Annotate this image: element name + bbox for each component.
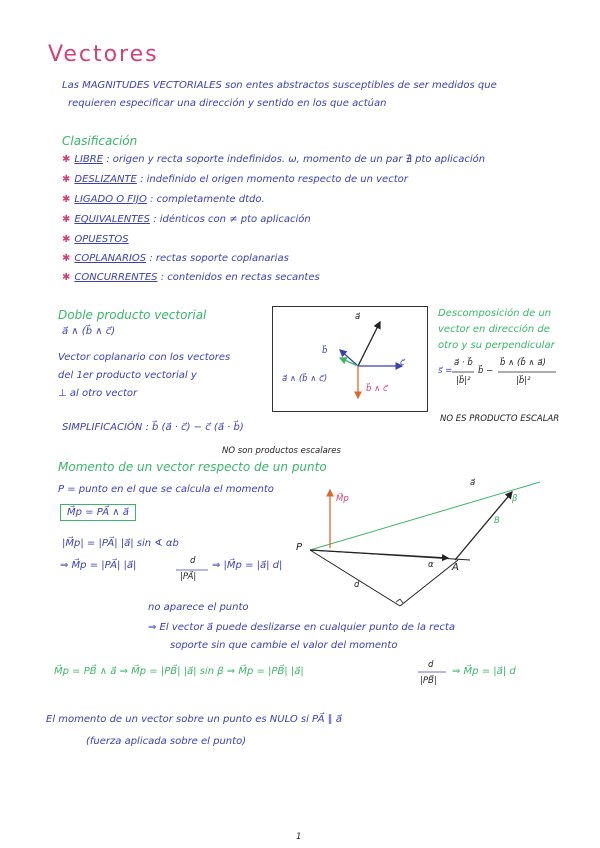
descomp-note: NO ES PRODUCTO ESCALAR — [440, 414, 560, 424]
desc-deslizante: : indefinido el origen momento respecto de un vector — [140, 174, 408, 185]
diag2-label-beta: β — [512, 494, 518, 504]
descomp-formula-b: b⃗ − — [478, 366, 494, 376]
momento-line-2a: ⇒ M⃗p = |PA⃗| |a⃗| — [60, 560, 137, 571]
list-item: ✱ LIBRE : origen y recta soporte indefinidos. ω, momento de un par ∄ pto aplicación — [62, 154, 486, 165]
list-item: ✱ COPLANARIOS : rectas soporte coplanarias — [62, 253, 289, 264]
diag2-label-p: P — [296, 542, 303, 553]
doble-producto-heading: Doble producto vectorial — [58, 308, 207, 322]
momento-heading: Momento de un vector respecto de un punto — [58, 460, 327, 474]
list-item: ✱ DESLIZANTE : indefinido el origen momento respecto de un vector — [62, 174, 408, 185]
list-item: ✱ OPUESTOS — [62, 234, 129, 245]
descomposicion-line-2: vector en dirección de — [438, 324, 550, 335]
momento-line-2-num: d — [190, 556, 196, 566]
intro-line-2: requieren especificar una dirección y sentido en los que actúan — [68, 98, 387, 109]
momento-p-def: P = punto en el que se calcula el momento — [58, 484, 274, 495]
doble-producto-text-3: ⊥ al otro vector — [58, 388, 138, 399]
momento-nulo-2: (fuerza aplicada sobre el punto) — [86, 736, 247, 747]
diag1-label-a: a⃗ — [355, 312, 361, 322]
diag1-label-c: c⃗ — [400, 358, 405, 368]
descomposicion-line-1: Descomposición de un — [438, 308, 552, 319]
diag2-label-a: A — [452, 562, 459, 573]
descomp-formula-right: b⃗ ∧ (b⃗ ∧ a⃗) — [500, 358, 546, 368]
diag2-label-vec-a: a⃗ — [470, 478, 476, 488]
diag1-label-bxc: b⃗ ∧ c⃗ — [366, 384, 388, 394]
momento-nulo: El momento de un vector sobre un punto es NULO si PA⃗ ∥ a⃗ — [46, 714, 342, 725]
descomp-formula-num: a⃗ · b⃗ — [454, 358, 473, 368]
momento-line-6-num: d — [428, 660, 434, 670]
desc-concurrentes: : contenidos en rectas secantes — [160, 272, 320, 283]
desc-libre: : origen y recta soporte indefinidos. ω, momento de un par ∄ pto aplicación — [106, 154, 486, 165]
descomp-formula-left: s⃗ = — [438, 366, 453, 376]
term-deslizante: DESLIZANTE — [74, 174, 137, 185]
diag2-label-b: B — [494, 516, 500, 526]
list-item: ✱ CONCURRENTES : contenidos en rectas secantes — [62, 272, 320, 283]
term-ligado: LIGADO O FIJO — [74, 194, 147, 205]
desc-ligado: : completamente dtdo. — [150, 194, 265, 205]
diag1-label-result: a⃗ ∧ (b⃗ ∧ c⃗) — [282, 374, 328, 384]
descomp-formula-right-den: |b⃗|² — [516, 376, 531, 386]
desc-coplanarios: : rectas soporte coplanarias — [149, 253, 289, 264]
list-item: ✱ LIGADO O FIJO : completamente dtdo. — [62, 194, 265, 205]
doble-producto-formula: a⃗ ∧ (b⃗ ∧ c⃗) — [62, 326, 116, 337]
doble-producto-text-1: Vector coplanario con los vectores — [58, 352, 231, 363]
momento-line-3: no aparece el punto — [148, 602, 249, 613]
diag2-label-mp: M⃗p — [336, 494, 349, 504]
no-escalares-note: NO son productos escalares — [222, 446, 341, 456]
list-item: ✱ EQUIVALENTES : idénticos con ≠ pto aplicación — [62, 214, 311, 225]
doble-producto-text-2: del 1er producto vectorial y — [58, 370, 197, 381]
momento-line-2-den: |PA⃗| — [180, 572, 197, 582]
term-opuestos: OPUESTOS — [74, 234, 129, 245]
term-equivalentes: EQUIVALENTES — [74, 214, 150, 225]
descomposicion-line-3: otro y su perpendicular — [438, 340, 555, 351]
momento-line-5: soporte sin que cambie el valor del momento — [170, 640, 398, 651]
page-title: Vectores — [48, 42, 159, 67]
diag2-label-alpha: α — [428, 560, 434, 570]
descomp-formula-den: |b⃗|² — [456, 376, 471, 386]
momento-line-4: ⇒ El vector a⃗ puede deslizarse en cualquier punto de la recta — [148, 622, 455, 633]
momento-line-6a: M⃗p = PB⃗ ∧ a⃗ ⇒ M⃗p = |PB⃗| |a⃗| sin β ⇒ M⃗p = |PB⃗| |a⃗| — [54, 666, 304, 677]
page-number: 1 — [296, 832, 302, 842]
momento-line-6b: ⇒ M⃗p = |a⃗| d — [452, 666, 516, 677]
clasificacion-heading: Clasificación — [62, 134, 138, 148]
desc-equivalentes: : idénticos con ≠ pto aplicación — [153, 214, 311, 225]
momento-def-formula: M⃗p = PA⃗ ∧ a⃗ — [60, 504, 136, 521]
diag1-label-b: b⃗ — [322, 346, 328, 356]
term-concurrentes: CONCURRENTES — [74, 272, 158, 283]
diag2-label-d: d — [354, 580, 360, 590]
intro-line-1: Las MAGNITUDES VECTORIALES son entes abstractos susceptibles de ser medidos que — [62, 80, 497, 91]
momento-line-1: |M⃗p| = |PA⃗| |a⃗| sin ∢ αb — [62, 538, 179, 549]
simplificacion: SIMPLIFICACIÓN : b⃗ (a⃗ · c⃗) − c⃗ (a⃗ · b⃗) — [62, 422, 244, 433]
momento-line-6-den: |PB⃗| — [420, 676, 437, 686]
term-coplanarios: COPLANARIOS — [74, 253, 147, 264]
term-libre: LIBRE — [74, 154, 104, 165]
momento-line-2b: ⇒ |M⃗p = |a⃗| d| — [212, 560, 283, 571]
